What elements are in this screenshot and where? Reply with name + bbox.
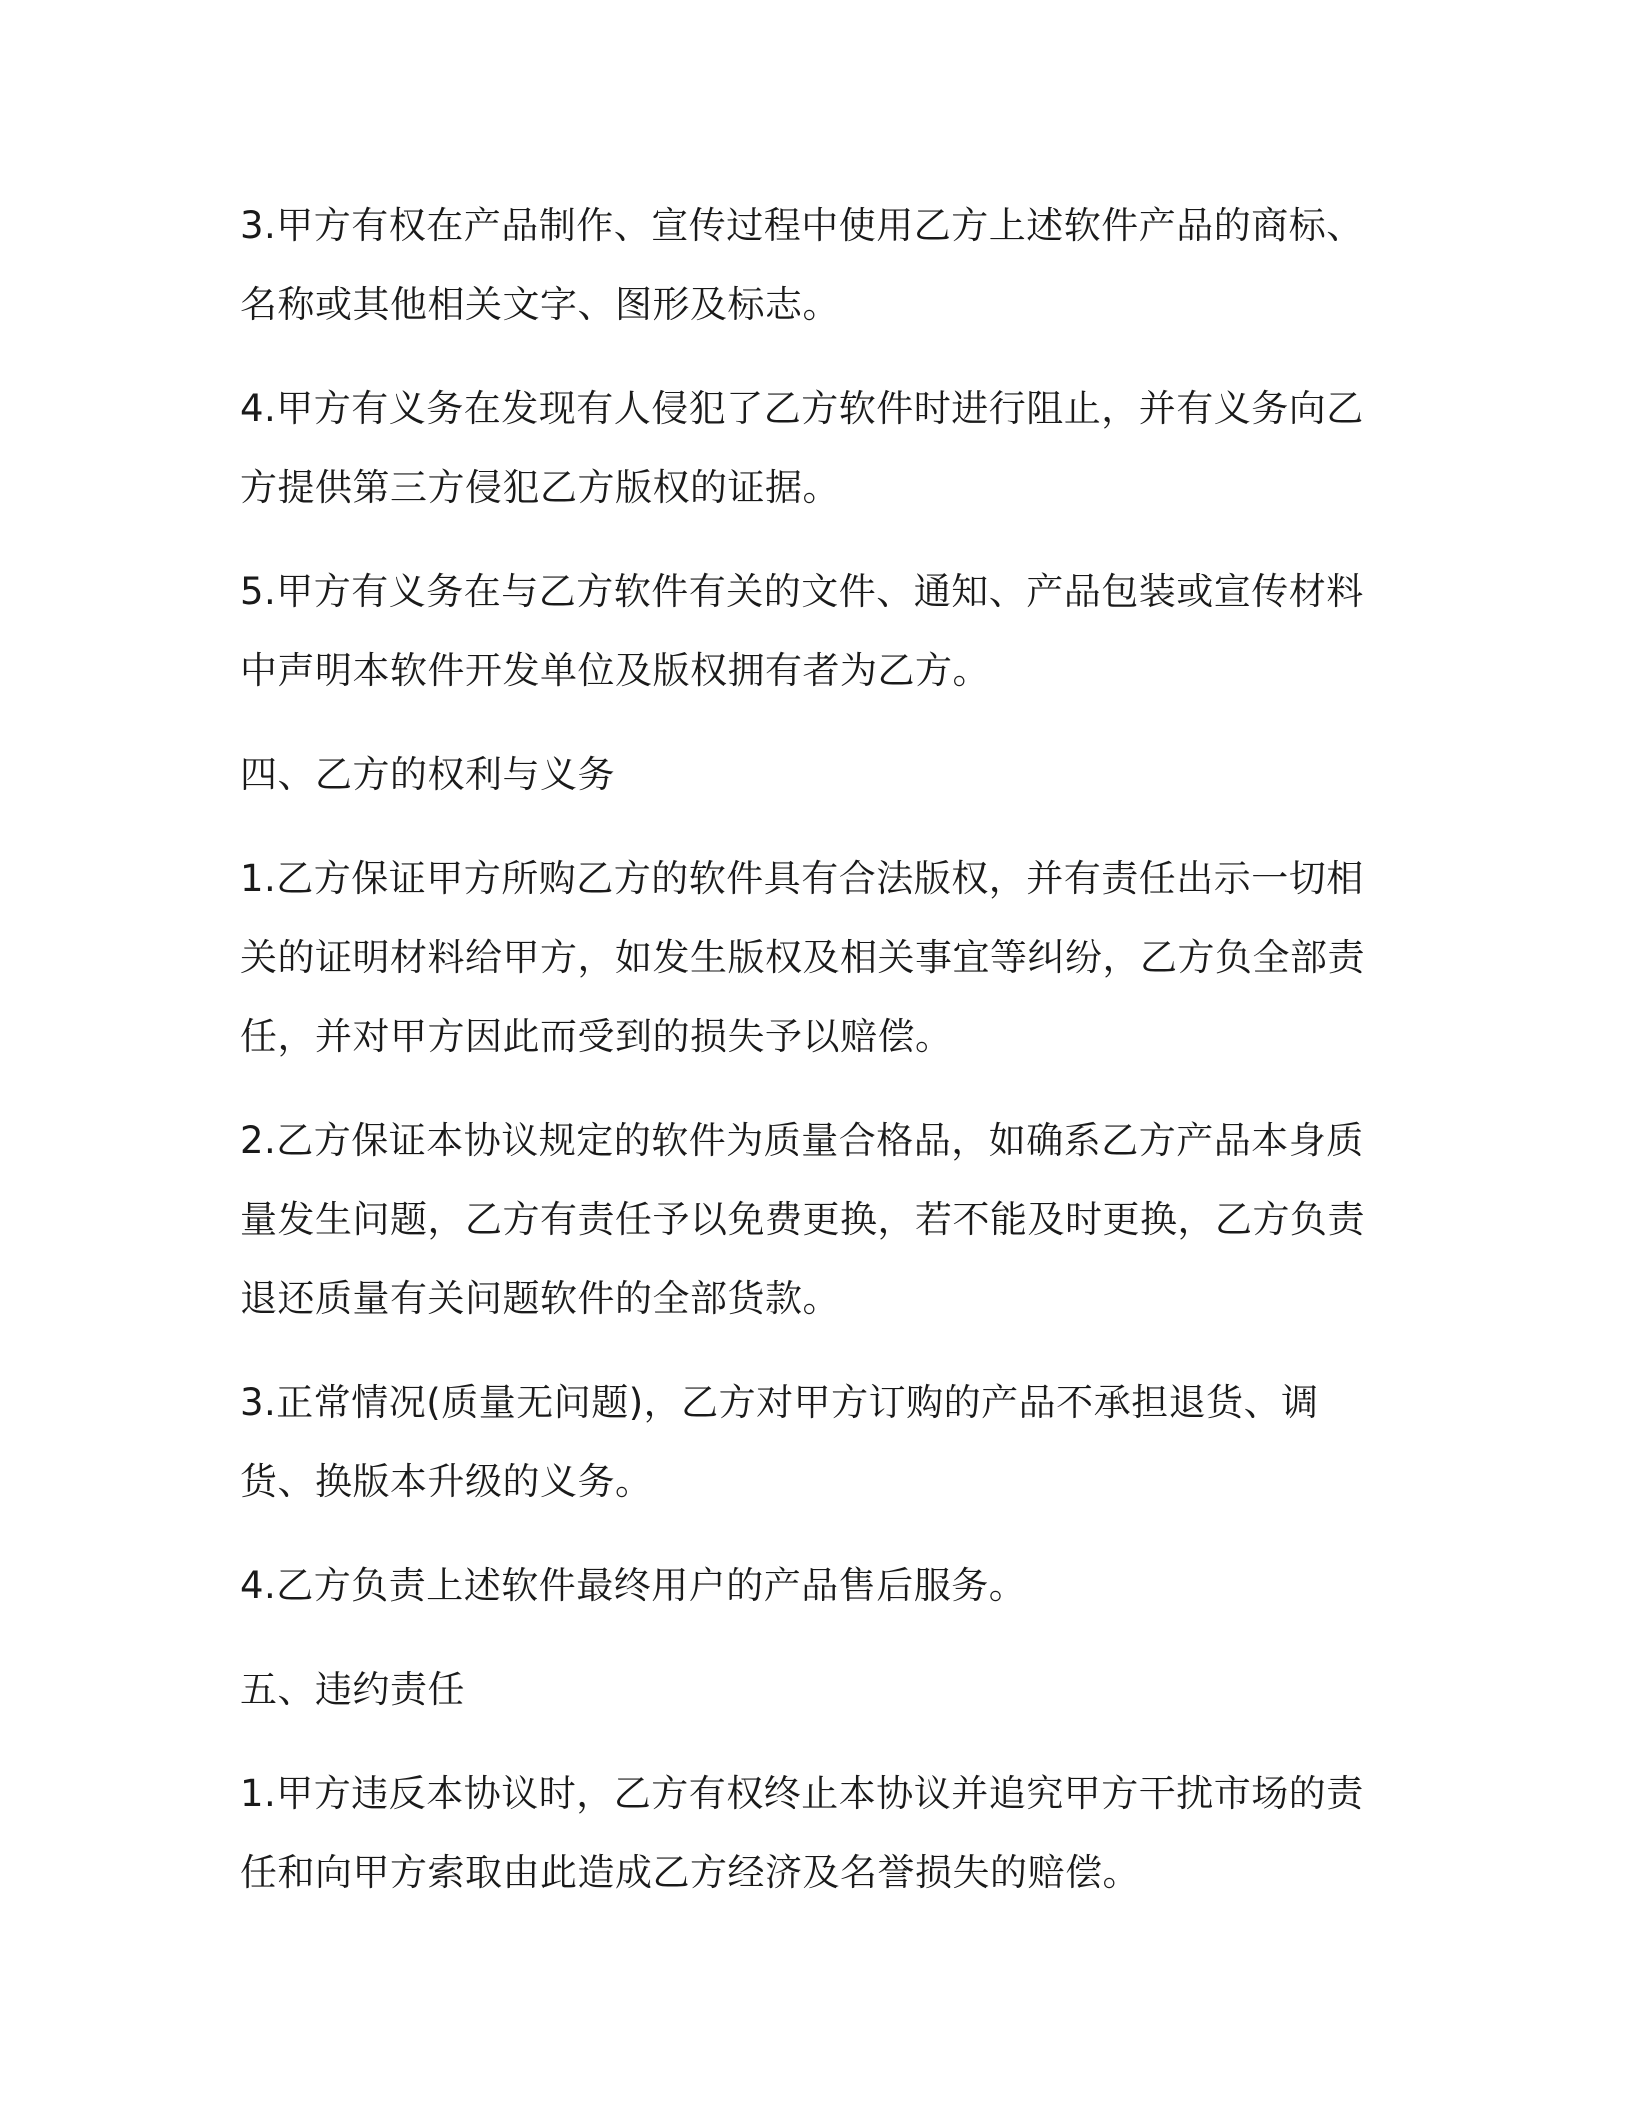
document-page [240,186,1380,1937]
clause-b-4: 4.乙方负责上述软件最终用户的产品售后服务。 [240,1564,1027,1607]
clause-b-1: 1.乙方保证甲方所购乙方的软件具有合法版权，并有责任出示一切相关的证明材料给甲方，如发生版权及相关事宜等纠纷，乙方负全部责任，并对甲方因此而受到的损失予以赔偿。 [240,857,1365,1058]
clause-a-4: 4.甲方有义务在发现有人侵犯了乙方软件时进行阻止，并有义务向乙方提供第三方侵犯乙方版权的证据。 [240,387,1364,509]
clause-a-3: 3.甲方有权在产品制作、宣传过程中使用乙方上述软件产品的商标、名称或其他相关文字、图形及标志。 [240,204,1364,326]
section-heading-4: 四、乙方的权利与义务 [240,753,615,796]
clause-b-2: 2.乙方保证本协议规定的软件为质量合格品，如确系乙方产品本身质量发生问题，乙方有责任予以免费更换，若不能及时更换，乙方负责退还质量有关问题软件的全部货款。 [240,1119,1365,1320]
clause-b-3: 3.正常情况(质量无问题)，乙方对甲方订购的产品不承担退货、调货、换版本升级的义务。 [240,1381,1319,1503]
clause-c-1: 1.甲方违反本协议时，乙方有权终止本协议并追究甲方干扰市场的责任和向甲方索取由此造成乙方经济及名誉损失的赔偿。 [240,1772,1364,1894]
section-heading-5: 五、违约责任 [240,1668,465,1711]
clause-a-5: 5.甲方有义务在与乙方软件有关的文件、通知、产品包装或宣传材料中声明本软件开发单位及版权拥有者为乙方。 [240,570,1364,692]
